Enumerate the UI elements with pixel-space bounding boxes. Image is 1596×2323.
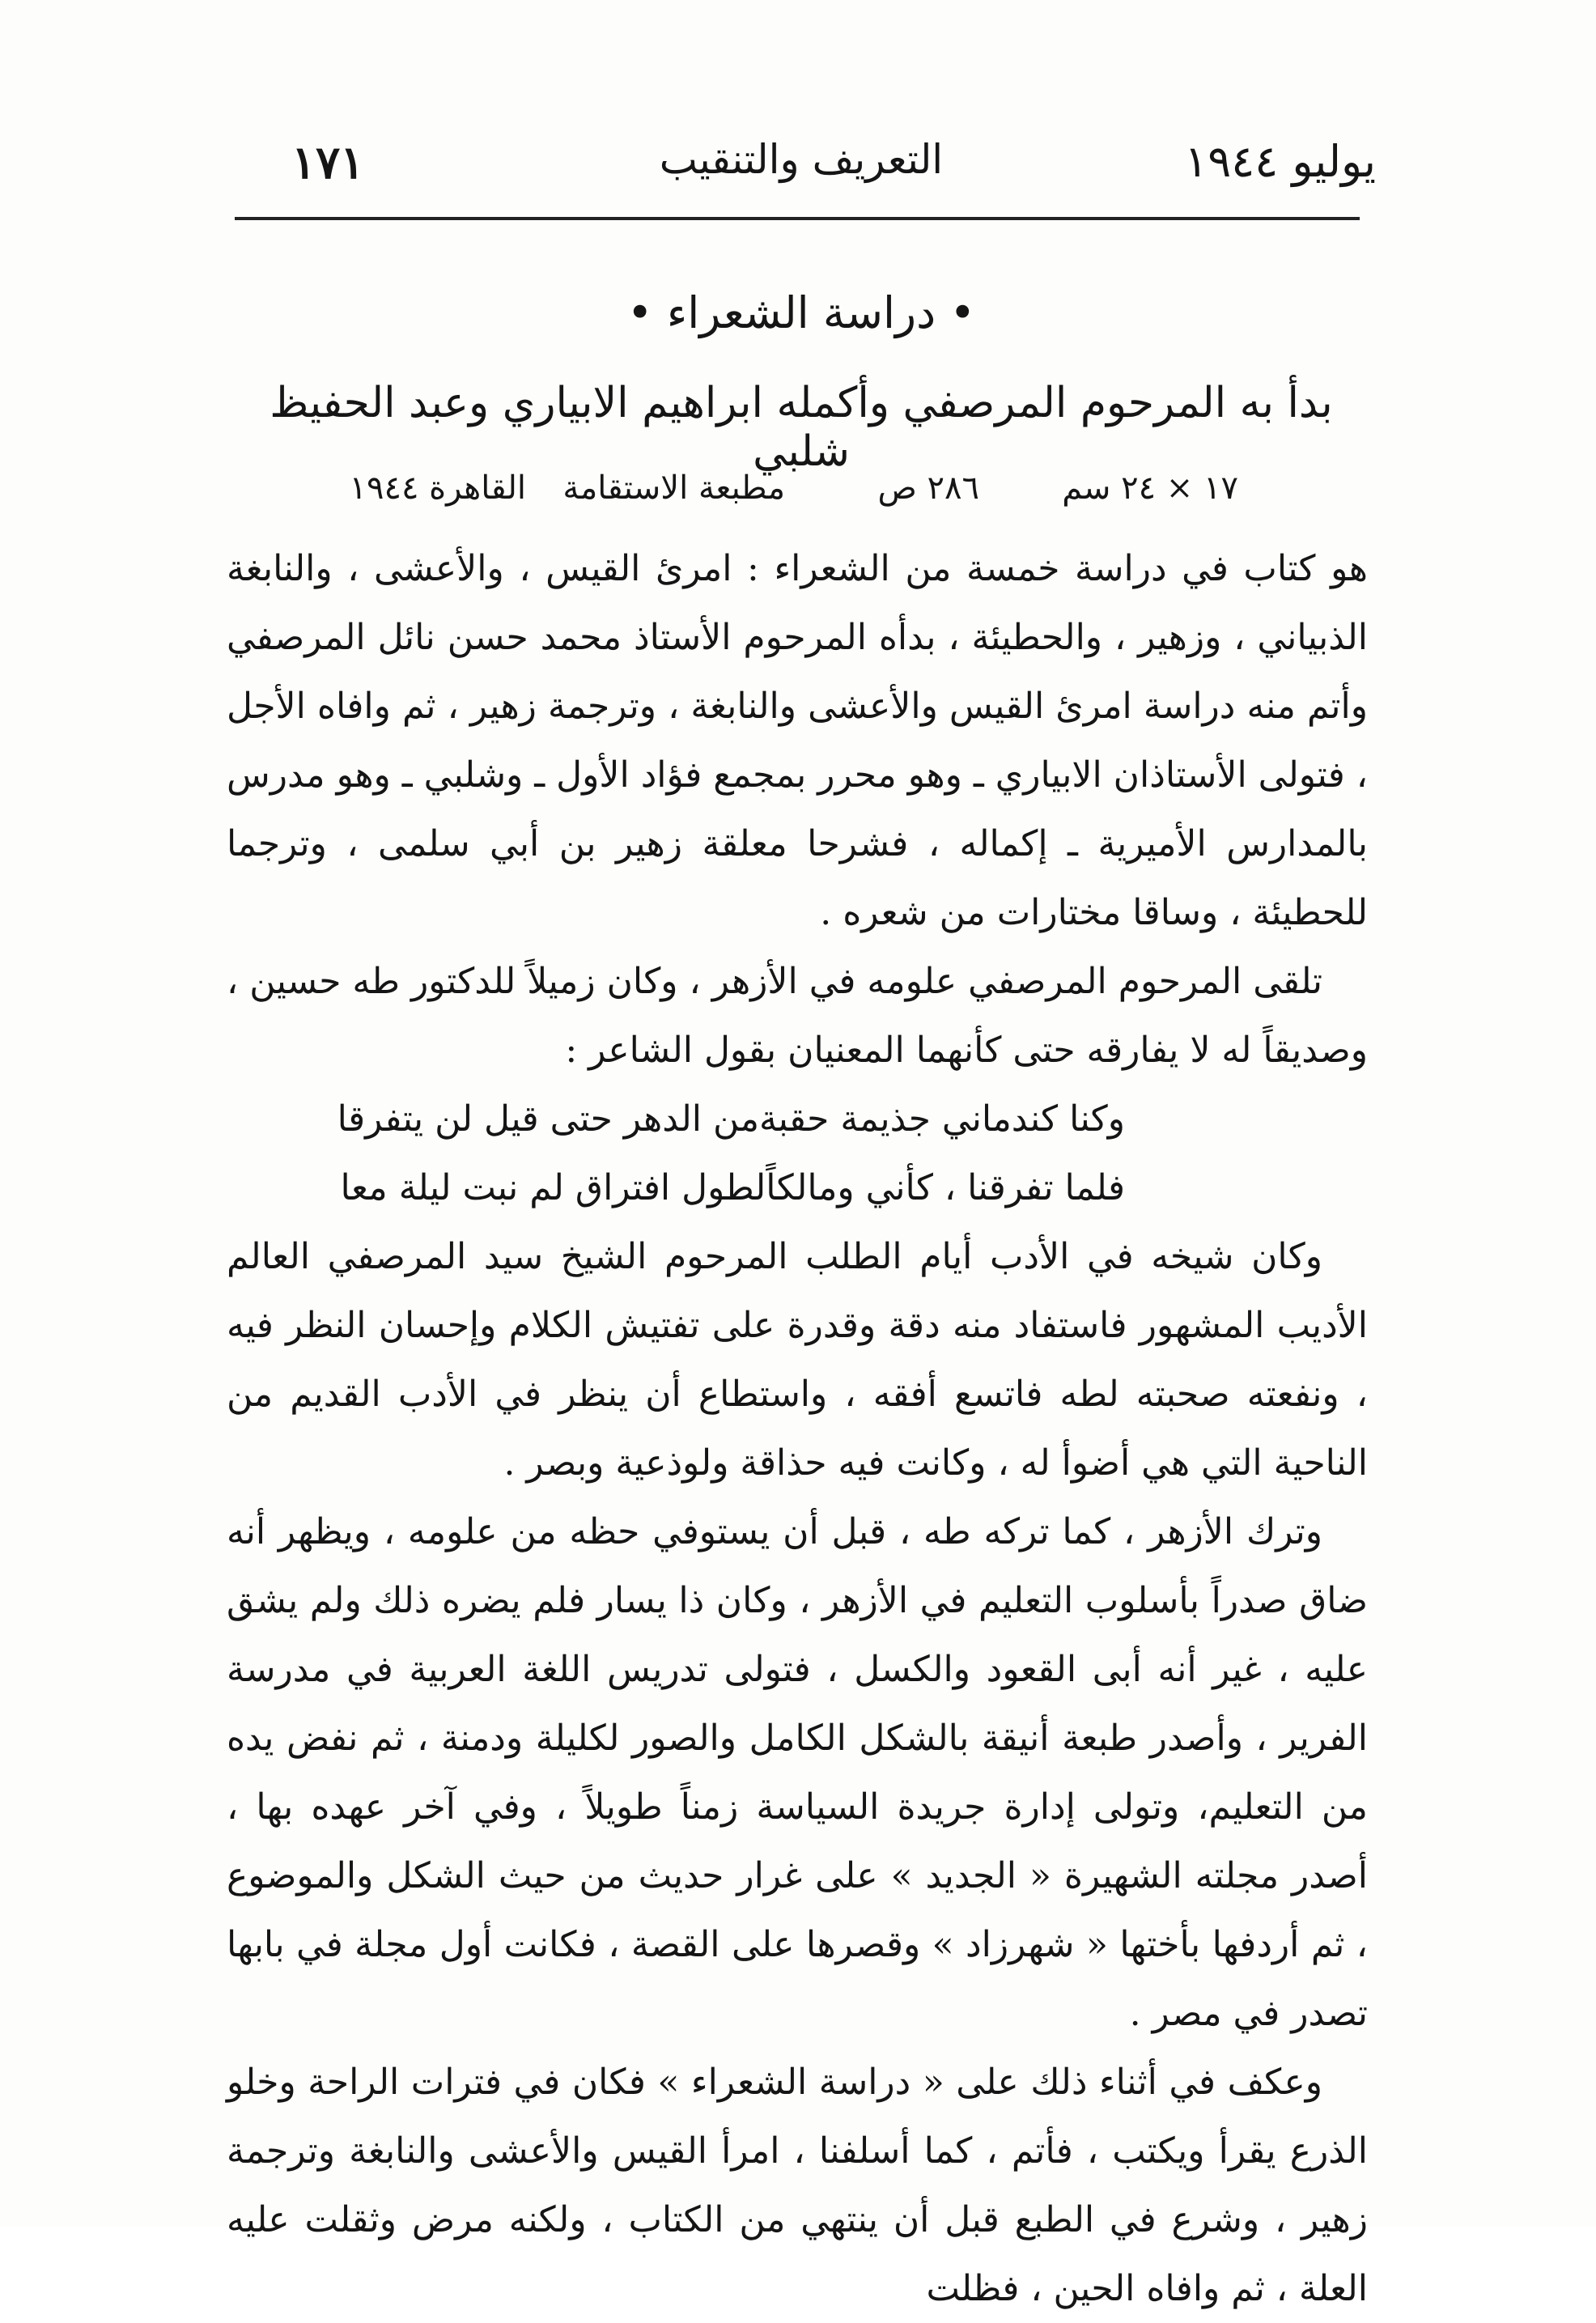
- article-title: • دراسة الشعراء •: [626, 287, 976, 338]
- article-authors: بدأ به المرحوم المرصفي وأكمله ابراهيم الابياري وعبد الحفيظ شلبي: [270, 379, 1333, 476]
- header-date: يوليو ١٩٤٤: [1184, 136, 1376, 187]
- verse-second-hemistich: من الدهر حتى قيل لن يتفرقا: [337, 1098, 760, 1140]
- verse-line: [227, 1085, 1368, 1153]
- paragraph: هو كتاب في دراسة خمسة من الشعراء : امرئ القيس ، والأعشى ، والنابغة الذبياني ، وزهير ، والحطيئة ، بدأه المرحوم الأستاذ محمد حسن نائل المرصفي وأتم منه دراسة امرئ القيس والأعشى والنابغة ، وترجمة زهير ، ثم وافاه الأجل ، فتولى الأستاذان الابياري ـ وهو محرر بمجمع فؤاد الأول ـ وشلبي ـ وهو مدرس بالمدارس الأميرية ـ إكماله ، فشرحا معلقة زهير بن أبي سلمى ، وترجما للحطيئة ، وساقا مختارات من شعره .: [227, 548, 1368, 933]
- paragraph: وكان شيخه في الأدب أيام الطلب المرحوم الشيخ سيد المرصفي العالم الأديب المشهور فاستفاد منه دقة وقدرة على تفتيش الكلام وإحسان النظر فيه ، ونفعته صحبته لطه فاتسع أفقه ، واستطاع أن ينظر في الأدب القديم من الناحية التي هي أضوأ له ، وكانت فيه حذاقة ولوذعية وبصر .: [227, 1236, 1368, 1484]
- article-body: [227, 534, 1368, 2323]
- verse-first-hemistich: وكنا كندماني جذيمة حقبة: [759, 1098, 1125, 1140]
- verse-second-hemistich: لطول افتراق لم نبت ليلة معا: [340, 1167, 766, 1208]
- pub-pages: ٢٨٦ ص: [877, 469, 979, 507]
- page-number: ١٧١: [291, 136, 365, 189]
- pub-printer: مطبعة الاستقامة: [562, 469, 785, 507]
- header-rule: [235, 217, 1360, 220]
- pub-place-year: القاهرة ١٩٤٤: [349, 469, 526, 507]
- verse-first-hemistich: فلما تفرقنا ، كأني ومالكاً: [766, 1167, 1125, 1208]
- running-header: [227, 136, 1376, 209]
- header-section: التعريف والتنقيب: [659, 136, 944, 183]
- paragraph: تلقى المرحوم المرصفي علومه في الأزهر ، وكان زميلاً للدكتور طه حسين ، وصديقاً له لا يفارقه حتى كأنهما المعنيان بقول الشاعر :: [227, 961, 1368, 1071]
- paragraph: وترك الأزهر ، كما تركه طه ، قبل أن يستوفي حظه من علومه ، ويظهر أنه ضاق صدراً بأسلوب التعليم في الأزهر ، وكان ذا يسار فلم يضره ذلك ولم يشق عليه ، غير أنه أبى القعود والكسل ، فتولى تدريس اللغة العربية في مدرسة الفرير ، وأصدر طبعة أنيقة بالشكل الكامل والصور لكليلة ودمنة ، ثم نفض يده من التعليم، وتولى إدارة جريدة السياسة زمناً طويلاً ، وفي آخر عهده بها ، أصدر مجلته الشهيرة « الجديد » على غرار حديث من حيث الشكل والموضوع ، ثم أردفها بأختها « شهرزاد » وقصرها على القصة ، فكانت أول مجلة في بابها تصدر في مصر .: [227, 1511, 1369, 2034]
- verse-line: [227, 1153, 1368, 1222]
- pub-dimensions: ١٧ × ٢٤ سم: [1062, 469, 1238, 507]
- publication-info: [348, 469, 1238, 526]
- paragraph: وعكف في أثناء ذلك على « دراسة الشعراء » فكان في فترات الراحة وخلو الذرع يقرأ ويكتب ، فأتم ، كما أسلفنا ، امرأ القيس والأعشى والنابغة وترجمة زهير ، وشرع في الطبع قبل أن ينتهي من الكتاب ، ولكنه مرض وثقلت عليه العلة ، ثم وافاه الحين ، فظلت: [227, 2062, 1368, 2309]
